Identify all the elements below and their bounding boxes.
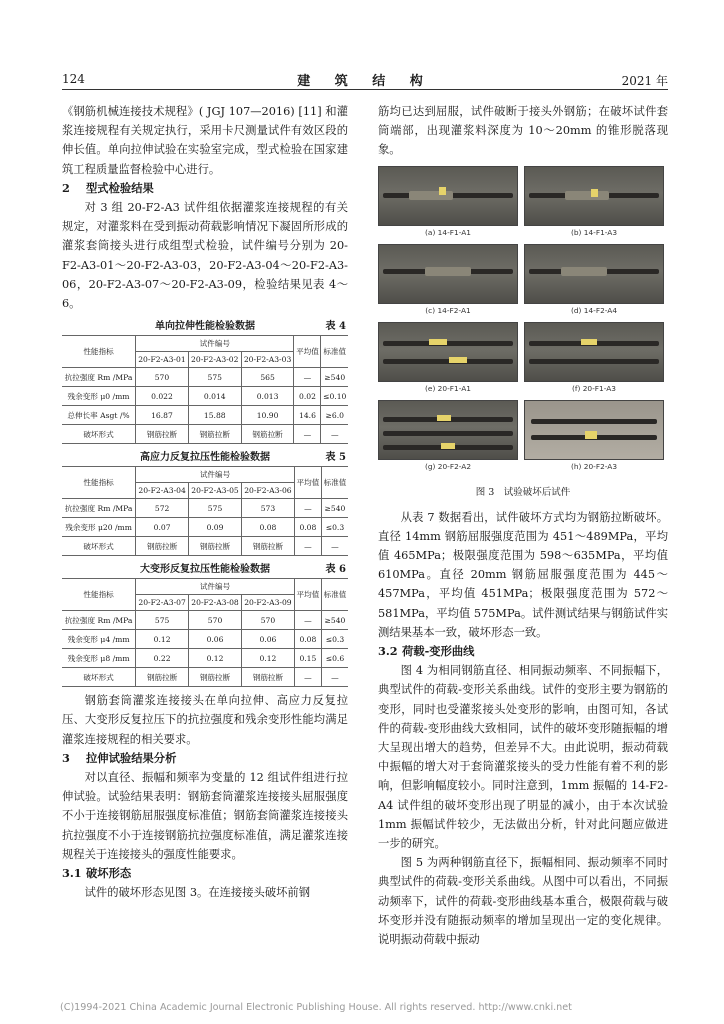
cell-standard: ≥540 (321, 368, 348, 387)
specimen-id: 20-F2-A3-01 (136, 352, 189, 368)
specimen-photo (378, 400, 518, 460)
cell-average: — (294, 668, 321, 687)
paragraph-figure5-analysis: 图 5 为两种钢筋直径下，振幅相同、振动频率不同时典型试件的荷载-变形关系曲线。从图中可以看出，不同振动频率下，试件的荷载-变形曲线基本重合，极限荷载与破坏变形并没有随振动频率的增加呈现出一定的变化规律。说明振动荷载中振动 (378, 856, 668, 947)
photo-caption: (a) 14-F1-A1 (425, 227, 471, 237)
photo-caption: (h) 20-F2-A3 (570, 461, 618, 471)
section-2-heading (62, 179, 348, 198)
table-title: 高应力反复拉压性能检验数据 (140, 452, 270, 464)
cell: 570 (189, 611, 242, 630)
cell: 565 (241, 368, 294, 387)
header-index: 性能指标 (62, 467, 136, 499)
cell-standard: — (321, 537, 348, 556)
cell-average: — (294, 425, 321, 444)
cell-average: 14.6 (294, 406, 321, 425)
table-row (62, 630, 348, 649)
journal-title: 建 筑 结 构 (297, 74, 433, 89)
photo-caption: (e) 20-F1-A1 (425, 383, 471, 393)
table-title: 大变形反复拉压性能检验数据 (140, 564, 270, 576)
photo-caption: (b) 14-F1-A3 (570, 227, 618, 237)
table-5 (62, 466, 348, 556)
figure-3-photos (378, 166, 668, 482)
cell: 572 (136, 499, 189, 518)
specimen-id: 20-F2-A3-09 (241, 595, 294, 611)
cell: 575 (136, 611, 189, 630)
cell: 570 (241, 611, 294, 630)
photo-caption: (g) 20-F2-A2 (424, 461, 472, 471)
section-title: 拉伸试验结果分析 (86, 750, 177, 765)
figure-3-caption: 图 3 试验破坏后试件 (475, 486, 571, 498)
specimen-photo (378, 322, 518, 382)
cell-average: — (294, 611, 321, 630)
table-row (62, 368, 348, 387)
specimen-photo (378, 166, 518, 226)
section-number: 3 (62, 750, 70, 765)
table-row (62, 518, 348, 537)
cell-average: — (294, 368, 321, 387)
header-standard: 标准值 (321, 467, 348, 499)
copyright-footer: (C)1994-2021 China Academic Journal Electronic Publishing House. All rights reserved. http://www.cnki.net (60, 1002, 572, 1013)
table-row (62, 499, 348, 518)
row-label: 残余变形 μ4 /mm (62, 630, 136, 649)
section-3-2-heading (378, 642, 668, 661)
header-average: 平均值 (294, 336, 321, 368)
table-row (62, 537, 348, 556)
specimen-id: 20-F2-A3-06 (241, 483, 294, 499)
cell: 钢筋拉断 (136, 668, 189, 687)
header-specimen: 试件编号 (136, 336, 294, 352)
cell: 0.07 (136, 518, 189, 537)
cell: 15.88 (188, 406, 241, 425)
cell: 575 (189, 499, 242, 518)
cell: 0.12 (241, 649, 294, 668)
table-4-caption (62, 319, 348, 335)
paragraph-failure-modes: 试件的破坏形态见图 3。在连接接头破坏前钢 (84, 886, 311, 900)
specimen-id: 20-F2-A3-02 (188, 352, 241, 368)
table-row (62, 668, 348, 687)
specimen-id: 20-F2-A3-07 (136, 595, 189, 611)
cell-standard: ≥540 (321, 499, 348, 518)
cell-standard: ≤0.3 (321, 630, 348, 649)
row-label: 破坏形式 (62, 668, 136, 687)
specimen-photo (524, 166, 664, 226)
row-label: 抗拉强度 Rm /MPa (62, 499, 136, 518)
photo-caption: (f) 20-F1-A3 (571, 383, 616, 393)
cell-average: 0.08 (294, 630, 321, 649)
paragraph-figure4-analysis: 图 4 为相同钢筋直径、相同振动频率、不同振幅下，典型试件的荷载-变形关系曲线。试件的变形主要为钢筋的变形，同时也受灌浆接头处变形的影响，由图可知，各试件的荷载-变形曲线大致相同，试件的破坏变形随振幅的增大呈现出增大的趋势，但差异不大。由此说明，振动荷载中振幅的增大对于套筒灌浆接头的受力性能有着不利的影响，但影响幅度较小。同时注意到，1mm 振幅的 14-F2-A4 试件组的破坏变形出现了明显的减小，由于本次试验 1mm 振幅试件较少，无法做出分析，针对此问题应做进一步的研究。 (378, 664, 668, 851)
cell: 钢筋拉断 (241, 537, 294, 556)
paragraph-table7-analysis: 从表 7 数据看出，试件破坏方式均为钢筋拉断破坏。直径 14mm 钢筋屈服强度范围为 451～489MPa，平均值 465MPa；极限强度范围为 598～635MPa，平均值 610MPa。直径 20mm 钢筋屈服强度范围为 445～457MPa，平均值 451MPa；极限强度范围为 572～581MPa，平均值 575MPa。试件测试结果与钢筋试件实测结果基本一致，破坏形态一致。 (378, 510, 668, 639)
header-average: 平均值 (294, 467, 321, 499)
paragraph-tensile-tests: 对以直径、振幅和频率为变量的 12 组试件组进行拉伸试验。试验结果表明：钢筋套筒灌浆连接接头屈服强度不小于连接钢筋屈服强度标准值；钢筋套筒灌浆连接接头抗拉强度不小于连接钢筋抗拉强度标准值，满足灌浆连接规程关于连接接头的强度性能要求。 (62, 771, 348, 861)
table-row (62, 387, 348, 406)
cell: 575 (188, 368, 241, 387)
row-label: 残余变形 μ0 /mm (62, 387, 136, 406)
table-row (62, 425, 348, 444)
header-specimen: 试件编号 (136, 579, 295, 595)
cell-standard: ≥6.0 (321, 406, 348, 425)
cell: 0.022 (136, 387, 189, 406)
specimen-photo (524, 400, 664, 460)
cell: 0.08 (241, 518, 294, 537)
row-label: 抗拉强度 Rm /MPa (62, 611, 136, 630)
section-3-heading (62, 749, 348, 768)
paragraph-standard-reference: 《钢筋机械连接技术规程》( JGJ 107—2016) [11] 和灌浆连接规程有关规定执行，采用卡尺测量试件有效区段的伸长值。单向拉伸试验在实验室完成，型式检验在国家建筑工程质量监督检验中心进行。 (62, 105, 348, 176)
header-specimen: 试件编号 (136, 467, 295, 483)
specimen-id: 20-F2-A3-04 (136, 483, 189, 499)
cell: 钢筋拉断 (136, 425, 189, 444)
header-standard: 标准值 (321, 579, 348, 611)
table-number: 表 4 (325, 321, 346, 333)
header-average: 平均值 (294, 579, 321, 611)
photo-caption: (d) 14-F2-A4 (570, 305, 618, 315)
paragraph-type-inspection: 对 3 组 20-F2-A3 试件组依据灌浆连接规程的有关规定，对灌浆料在受到振动荷载影响情况下凝固所形成的灌浆套筒接头进行成组型式检验，试件编号分别为 20-F2-A3-01～20-F2-A3-03，20-F2-A3-04～20-F2-A3-06，20-F2-A3-07～20-F2-A3-09，检验结果见表 4～6。 (62, 201, 348, 311)
cell-average: — (294, 499, 321, 518)
specimen-id: 20-F2-A3-03 (241, 352, 294, 368)
cell: 573 (241, 499, 294, 518)
cell-standard: ≤0.10 (321, 387, 348, 406)
table-4 (62, 335, 348, 444)
table-number: 表 6 (325, 564, 346, 576)
specimen-photo (378, 244, 518, 304)
table-5-caption (62, 450, 348, 466)
table-number: 表 5 (325, 452, 346, 464)
section-number: 3.2 (378, 644, 398, 659)
cell-standard: ≤0.6 (321, 649, 348, 668)
table-row (62, 406, 348, 425)
cell: 10.90 (241, 406, 294, 425)
cell-standard: ≤0.3 (321, 518, 348, 537)
table-6-caption (62, 562, 348, 578)
cell-average: 0.15 (294, 649, 321, 668)
left-column (62, 102, 348, 902)
section-number: 3.1 (62, 866, 82, 881)
cell: 钢筋拉断 (188, 425, 241, 444)
right-column (378, 102, 668, 949)
cell: 0.06 (241, 630, 294, 649)
section-3-1-heading (62, 864, 348, 883)
row-label: 抗拉强度 Rm /MPa (62, 368, 136, 387)
page-number: 124 (62, 72, 85, 86)
cell: 16.87 (136, 406, 189, 425)
paragraph-failure-description: 筋均已达到屈服，试件破断于接头外钢筋；在破坏试件套筒端部，出现灌浆料深度为 10～20mm 的锥形脱落现象。 (378, 105, 668, 157)
table-title: 单向拉伸性能检验数据 (155, 321, 255, 333)
header-standard: 标准值 (321, 336, 348, 368)
section-number: 2 (62, 180, 70, 195)
section-title: 荷载-变形曲线 (402, 644, 475, 659)
row-label: 残余变形 μ20 /mm (62, 518, 136, 537)
cell: 0.06 (189, 630, 242, 649)
cell: 0.013 (241, 387, 294, 406)
cell: 0.12 (136, 630, 189, 649)
cell: 0.09 (189, 518, 242, 537)
paragraph-conclusion-type-test: 钢筋套筒灌浆连接接头在单向拉伸、高应力反复拉压、大变形反复拉压下的抗拉强度和残余变形性能均满足灌浆连接规程的相关要求。 (62, 694, 348, 746)
cell-standard: — (321, 668, 348, 687)
specimen-id: 20-F2-A3-05 (189, 483, 242, 499)
header-index: 性能指标 (62, 579, 136, 611)
cell: 钢筋拉断 (136, 537, 189, 556)
cell: 钢筋拉断 (189, 537, 242, 556)
cell-standard: — (321, 425, 348, 444)
section-title: 破坏形态 (86, 866, 132, 881)
cell: 0.22 (136, 649, 189, 668)
header-index: 性能指标 (62, 336, 136, 368)
cell: 钢筋拉断 (189, 668, 242, 687)
table-row (62, 649, 348, 668)
specimen-id: 20-F2-A3-08 (189, 595, 242, 611)
specimen-photo (524, 322, 664, 382)
photo-caption: (c) 14-F2-A1 (425, 305, 471, 315)
table-row (62, 611, 348, 630)
cell: 570 (136, 368, 189, 387)
cell-average: — (294, 537, 321, 556)
cell: 0.014 (188, 387, 241, 406)
table-6 (62, 578, 348, 687)
cell-average: 0.08 (294, 518, 321, 537)
row-label: 残余变形 μ8 /mm (62, 649, 136, 668)
cell-average: 0.02 (294, 387, 321, 406)
section-title: 型式检验结果 (86, 180, 154, 195)
row-label: 破坏形式 (62, 537, 136, 556)
cell: 钢筋拉断 (241, 668, 294, 687)
row-label: 破坏形式 (62, 425, 136, 444)
row-label: 总伸长率 Asgt /% (62, 406, 136, 425)
cell-standard: ≥540 (321, 611, 348, 630)
running-header (62, 70, 668, 90)
publication-year: 2021 年 (621, 74, 668, 88)
cell: 钢筋拉断 (241, 425, 294, 444)
specimen-photo (524, 244, 664, 304)
cell: 0.12 (189, 649, 242, 668)
